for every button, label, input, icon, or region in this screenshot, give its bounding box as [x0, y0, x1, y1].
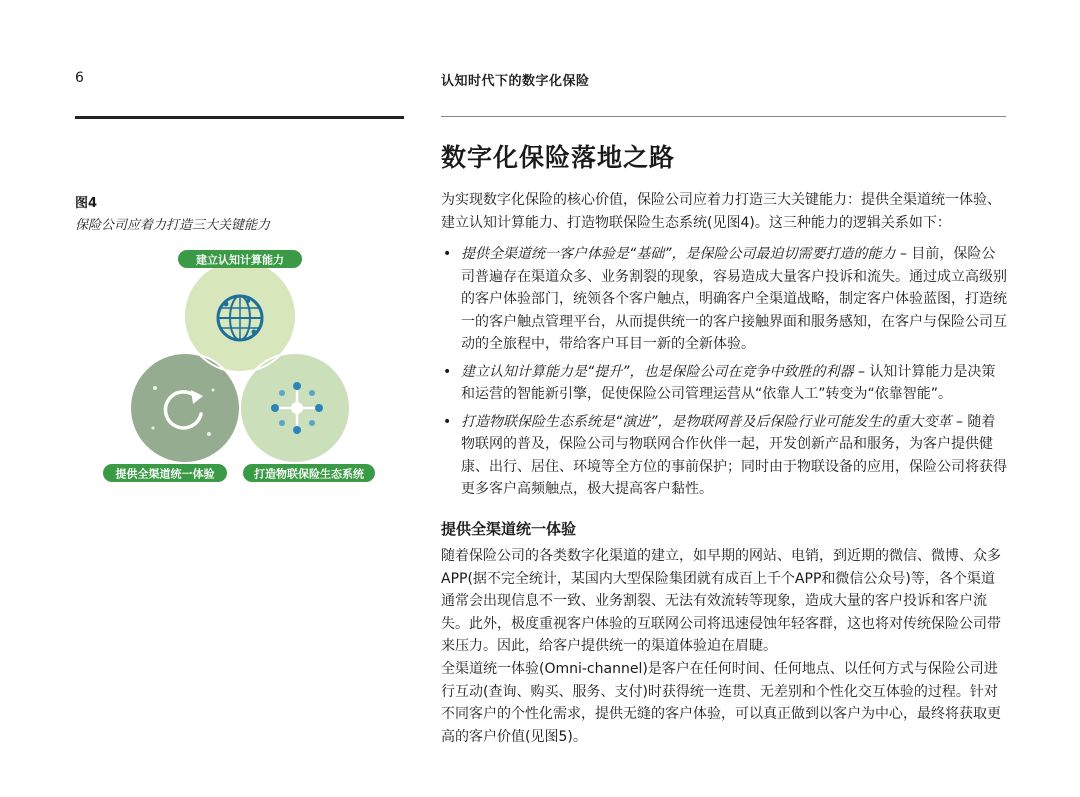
- bullet-lead: 建立认知计算能力是“提升”，也是保险公司在竞争中致胜的利器: [461, 363, 854, 380]
- node-label-iot: 打造物联保险生态系统: [254, 467, 364, 481]
- bullet-text: – 随着物联网的普及，保险公司与物联网合作伙伴一起，开发创新产品和服务，为客户提供健康、出行、居住、环境等全方位的事前保护；同时由于物联设备的应用，保险公司将获得更多客户高频触点，极大提高客户黏性。: [461, 413, 1007, 497]
- node-label-omnichannel: 提供全渠道统一体验: [115, 467, 215, 481]
- right-column-rule: [441, 116, 1006, 117]
- capabilities-diagram: [95, 248, 385, 488]
- figure-label: 图4: [75, 196, 98, 211]
- list-item: [441, 361, 1007, 406]
- bullet-lead: 打造物联保险生态系统是“演进”，是物联网普及后保险行业可能发生的重大变革: [461, 413, 952, 430]
- bullet-icon: •: [443, 363, 452, 380]
- node-label-cognitive: 建立认知计算能力: [196, 253, 284, 267]
- bullet-text: – 认知计算能力是决策和运营的智能新引擎，促使保险公司管理运营从“依靠人工”转变为“依靠智能”。: [461, 363, 996, 402]
- left-column-rule: [75, 116, 404, 119]
- body-paragraph: 全渠道统一体验(Omni-channel)是客户在任何时间、任何地点、以任何方式与保险公司进行互动(查询、购买、服务、支付)时获得统一连贯、无差别和个性化交互体验的过程。针对不同客户的个性化需求，提供无缝的客户体验，可以真正做到以客户为中心，最终将获取更高的客户价值(见图5)。: [441, 661, 1001, 745]
- body-paragraph: 随着保险公司的各类数字化渠道的建立，如早期的网站、电销，到近期的微信、微博、众多APP(据不完全统计，某国内大型保险集团就有成百上千个APP和微信公众号)等，各个渠道通常会出现信息不一致、业务割裂、无法有效流转等现象，造成大量的客户投诉和客户流失。此外，极度重视客户体验的互联网公司将迅速侵蚀年轻客群，这也将对传统保险公司带来压力。因此，给客户提供统一的渠道体验迫在眉睫。: [441, 548, 1001, 654]
- bullet-icon: •: [443, 413, 452, 430]
- running-header: 认知时代下的数字化保险: [441, 74, 590, 89]
- bullet-icon: •: [443, 246, 452, 262]
- intro-paragraph: 为实现数字化保险的核心价值，保险公司应着力打造三大关键能力：提供全渠道统一体验、建立认知计算能力、打造物联保险生态系统(见图4)。这三种能力的逻辑关系如下：: [441, 192, 1001, 231]
- list-item: [441, 243, 1007, 356]
- bullet-lead: 提供全渠道统一客户体验是“基础”，是保险公司最迫切需要打造的能力: [461, 246, 896, 262]
- page-title: 数字化保险落地之路: [441, 143, 676, 172]
- figure-caption: 保险公司应着力打造三大关键能力: [75, 218, 271, 233]
- capabilities-list: [441, 243, 1007, 506]
- bullet-text: – 目前，保险公司普遍存在渠道众多、业务割裂的现象，容易造成大量客户投诉和流失。通过成立高级别的客户体验部门，统领各个客户触点，明确客户全渠道战略，制定客户体验蓝图，打造统一的客户触点管理平台，从而提供统一的客户接触界面和服务感知，在客户与保险公司互动的全旅程中，带给客户耳目一新的全新体验。: [461, 246, 1007, 352]
- page-number: 6: [75, 70, 84, 86]
- list-item: [441, 411, 1007, 501]
- section-heading: 提供全渠道统一体验: [441, 520, 577, 538]
- globe-network-icon: [218, 296, 262, 340]
